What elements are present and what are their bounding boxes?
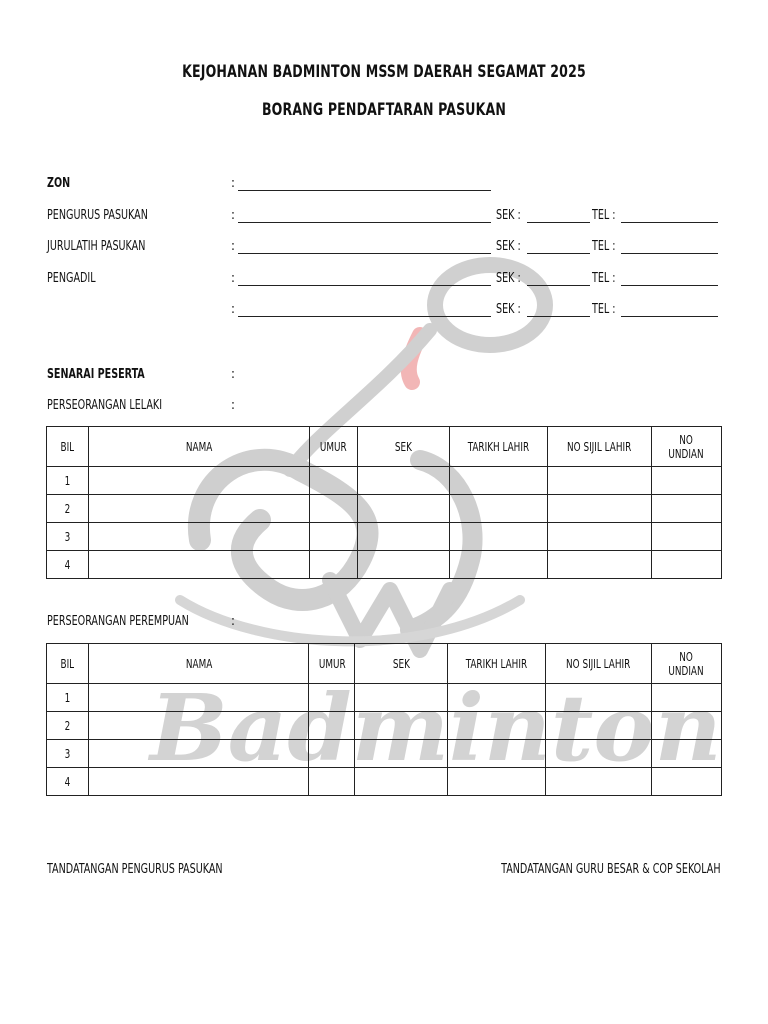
header-umur: UMUR	[309, 644, 355, 684]
nama-cell[interactable]	[89, 523, 310, 551]
form-title: KEJOHANAN BADMINTON MSSM DAERAH SEGAMAT 2025	[182, 62, 586, 82]
header-sek: SEK	[355, 644, 447, 684]
lelaki-label-text: PERSEORANGAN LELAKI	[47, 398, 163, 413]
field-zon	[47, 176, 727, 196]
tel-label: TEL :	[592, 271, 616, 286]
watermark-text: Badminton	[150, 674, 722, 782]
table-row	[47, 495, 722, 523]
nama-cell[interactable]	[89, 768, 309, 796]
sek-cell[interactable]	[357, 467, 449, 495]
field-colon: :	[231, 271, 235, 286]
sek-cell[interactable]	[355, 712, 447, 740]
tel-label: TEL :	[592, 302, 616, 317]
no-sijil-cell[interactable]	[548, 467, 651, 495]
umur-cell[interactable]	[309, 523, 357, 551]
pengurus-tel-line[interactable]	[621, 222, 718, 223]
umur-cell[interactable]	[309, 551, 357, 579]
pengadil-tel-line[interactable]	[621, 285, 718, 286]
sek-cell[interactable]	[357, 495, 449, 523]
no-undian-cell[interactable]	[651, 495, 721, 523]
sek-label: SEK :	[496, 239, 521, 254]
header-tarikh-lahir: TARIKH LAHIR	[447, 644, 545, 684]
sek-cell[interactable]	[355, 684, 447, 712]
no-sijil-cell[interactable]	[545, 740, 651, 768]
pengadil-name-line[interactable]	[238, 285, 491, 286]
lelaki-colon: :	[231, 398, 235, 413]
nama-cell[interactable]	[89, 551, 310, 579]
tarikh-lahir-cell[interactable]	[447, 712, 545, 740]
no-undian-cell[interactable]	[651, 684, 721, 712]
header-nama: NAMA	[89, 427, 310, 467]
pengadil2-tel-line[interactable]	[621, 316, 718, 317]
no-sijil-cell[interactable]	[545, 712, 651, 740]
table-row	[47, 740, 722, 768]
field-label: PENGURUS PASUKAN	[47, 208, 148, 223]
signature-guru-besar	[453, 862, 721, 877]
table-header-row	[47, 644, 722, 684]
no-undian-cell[interactable]	[651, 467, 721, 495]
pengurus-name-line[interactable]	[238, 222, 491, 223]
nama-cell[interactable]	[89, 712, 309, 740]
header-nama: NAMA	[89, 644, 309, 684]
jurulatih-name-line[interactable]	[238, 253, 491, 254]
sek-cell[interactable]	[357, 523, 449, 551]
bil-cell: 3	[47, 523, 89, 551]
jurulatih-tel-line[interactable]	[621, 253, 718, 254]
no-sijil-cell[interactable]	[548, 495, 651, 523]
table-row	[47, 712, 722, 740]
field-pengadil	[47, 271, 727, 291]
umur-cell[interactable]	[309, 684, 355, 712]
bil-cell: 2	[47, 495, 89, 523]
field-label: JURULATIH PASUKAN	[47, 239, 146, 254]
perempuan-colon: :	[231, 614, 235, 629]
tarikh-lahir-cell[interactable]	[450, 523, 548, 551]
no-sijil-cell[interactable]	[548, 551, 651, 579]
pengadil2-sek-line[interactable]	[527, 316, 590, 317]
header-bil: BIL	[47, 427, 89, 467]
nama-cell[interactable]	[89, 684, 309, 712]
field-label: PENGADIL	[47, 271, 96, 286]
table-header-row	[47, 427, 722, 467]
no-sijil-cell[interactable]	[548, 523, 651, 551]
no-undian-cell[interactable]	[651, 551, 721, 579]
no-undian-cell[interactable]	[651, 523, 721, 551]
pengurus-sek-line[interactable]	[527, 222, 590, 223]
no-undian-cell[interactable]	[651, 740, 721, 768]
field-colon: :	[231, 239, 235, 254]
pengadil2-name-line[interactable]	[238, 316, 491, 317]
tarikh-lahir-cell[interactable]	[450, 495, 548, 523]
field-colon: :	[231, 176, 235, 191]
perempuan-label-text: PERSEORANGAN PEREMPUAN	[47, 614, 189, 629]
senarai-peserta-text: SENARAI PESERTA	[47, 367, 145, 382]
sek-label: SEK :	[496, 302, 521, 317]
zon-input-line[interactable]	[238, 190, 491, 191]
header-no-sijil-lahir: NO SIJIL LAHIR	[548, 427, 651, 467]
tarikh-lahir-cell[interactable]	[447, 740, 545, 768]
table-row	[47, 768, 722, 796]
bil-cell: 2	[47, 712, 89, 740]
perempuan-section-label	[47, 614, 235, 629]
umur-cell[interactable]	[309, 740, 355, 768]
table-row	[47, 523, 722, 551]
bil-cell: 1	[47, 684, 89, 712]
bil-cell: 1	[47, 467, 89, 495]
sek-cell[interactable]	[355, 740, 447, 768]
no-undian-cell[interactable]	[651, 712, 721, 740]
lelaki-section-label	[47, 398, 235, 413]
bil-cell: 3	[47, 740, 89, 768]
senarai-colon: :	[231, 367, 235, 382]
field-pengurus	[47, 208, 727, 228]
tarikh-lahir-cell[interactable]	[450, 467, 548, 495]
lelaki-table	[46, 426, 722, 579]
nama-cell[interactable]	[89, 495, 310, 523]
bil-cell: 4	[47, 768, 89, 796]
field-jurulatih	[47, 239, 727, 259]
no-sijil-cell[interactable]	[545, 684, 651, 712]
header-bil: BIL	[47, 644, 89, 684]
field-colon: :	[231, 302, 235, 317]
signature-pengurus-text: TANDATANGAN PENGURUS PASUKAN	[47, 862, 223, 877]
nama-cell[interactable]	[89, 740, 309, 768]
sek-cell[interactable]	[355, 768, 447, 796]
form-subtitle: BORANG PENDAFTARAN PASUKAN	[261, 100, 507, 120]
umur-cell[interactable]	[309, 768, 355, 796]
senarai-peserta-label	[47, 367, 235, 382]
table-row	[47, 467, 722, 495]
header-no-undian: NO UNDIAN	[651, 644, 721, 684]
umur-cell[interactable]	[309, 712, 355, 740]
field-colon: :	[231, 208, 235, 223]
signature-guru-besar-text: TANDATANGAN GURU BESAR & COP SEKOLAH	[501, 862, 721, 877]
field-pengadil-2	[47, 302, 727, 322]
perempuan-table	[46, 643, 722, 796]
tarikh-lahir-cell[interactable]	[450, 551, 548, 579]
no-undian-cell[interactable]	[651, 768, 721, 796]
umur-cell[interactable]	[309, 495, 357, 523]
table-row	[47, 551, 722, 579]
tarikh-lahir-cell[interactable]	[447, 684, 545, 712]
field-label: ZON	[47, 176, 71, 191]
header-sek: SEK	[357, 427, 449, 467]
header-no-sijil-lahir: NO SIJIL LAHIR	[545, 644, 651, 684]
header-umur: UMUR	[309, 427, 357, 467]
table-row	[47, 684, 722, 712]
tel-label: TEL :	[592, 239, 616, 254]
no-sijil-cell[interactable]	[545, 768, 651, 796]
sek-label: SEK :	[496, 271, 521, 286]
bil-cell: 4	[47, 551, 89, 579]
signature-pengurus	[47, 862, 261, 877]
sek-label: SEK :	[496, 208, 521, 223]
header-tarikh-lahir: TARIKH LAHIR	[450, 427, 548, 467]
nama-cell[interactable]	[89, 467, 310, 495]
header-no-undian: NO UNDIAN	[651, 427, 721, 467]
pengadil-sek-line[interactable]	[527, 285, 590, 286]
sek-cell[interactable]	[357, 551, 449, 579]
tel-label: TEL :	[592, 208, 616, 223]
umur-cell[interactable]	[309, 467, 357, 495]
jurulatih-sek-line[interactable]	[527, 253, 590, 254]
tarikh-lahir-cell[interactable]	[447, 768, 545, 796]
